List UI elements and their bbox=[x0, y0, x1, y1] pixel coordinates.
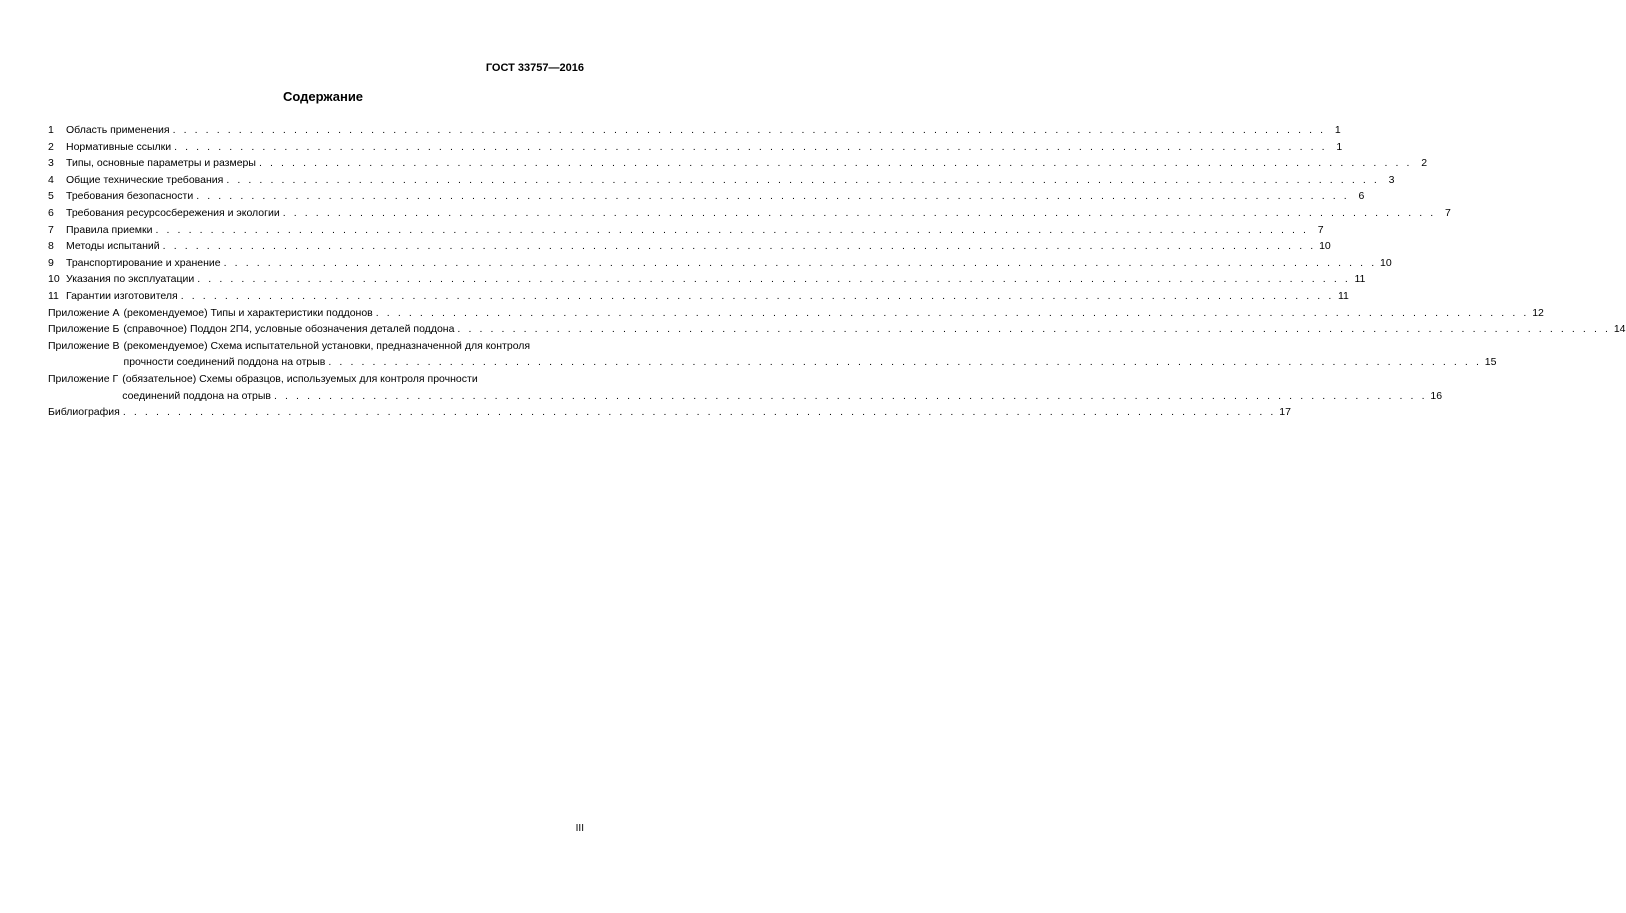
dot-leader: . . . . . . . . . . . . . . . . . . . . . . . . . . . . . . . . . . . . . . . . . . . . . . . . . . . . . . . . . . . . . . . . . . . . . . . . . . . . . . . . . . . . . . . . . . . . . . . . . . . . . . . . . bbox=[197, 273, 1351, 286]
toc-entry-title: Требования ресурсосбережения и экологии bbox=[66, 206, 280, 219]
toc-entry-number: 11 bbox=[48, 289, 59, 302]
toc-entry-page: 7 bbox=[1444, 206, 1451, 219]
toc-entry-page: 3 bbox=[1388, 173, 1395, 186]
appendix-title: (рекомендуемое) Типы и характеристики поддонов bbox=[123, 306, 373, 319]
toc-entry-page: 11 bbox=[1337, 289, 1349, 302]
dot-leader: . . . . . . . . . . . . . . . . . . . . . . . . . . . . . . . . . . . . . . . . . . . . . . . . . . . . . . . . . . . . . . . . . . . . . . . . . . . . . . . . . . . . . . . . . . . . . . . . . . . . . . . . . bbox=[172, 124, 1326, 136]
toc-entry-page: 16 bbox=[1430, 389, 1443, 402]
toc-entry-number: 7 bbox=[48, 223, 54, 236]
toc-entry-page: 2 bbox=[1421, 157, 1428, 170]
toc-entry-title: Нормативные ссылки bbox=[66, 140, 172, 153]
appendix-title: (рекомендуемое) Схема испытательной установки, предназначенной для контроля bbox=[123, 339, 531, 352]
toc-entry-title: Транспортирование и хранение bbox=[66, 256, 221, 269]
document-code: ГОСТ 33757—2016 bbox=[485, 62, 584, 74]
toc-entry-title: Требования безопасности bbox=[66, 190, 194, 203]
dot-leader: . . . . . . . . . . . . . . . . . . . . . . . . . . . . . . . . . . . . . . . . . . . . . . . . . . . . . . . . . . . . . . . . . . . . . . . . . . . . . . . . . . . . . . . . . . . . . . . . . . . . . . . . . bbox=[174, 140, 1328, 153]
appendix-title-continued: прочности соединений поддона на отрыв bbox=[123, 356, 326, 369]
toc-entry[interactable] bbox=[48, 172, 1395, 189]
toc-entry-title: Указания по эксплуатации bbox=[66, 273, 195, 286]
toc-appendix-entry[interactable] bbox=[48, 321, 1626, 338]
toc-appendix-entry[interactable] bbox=[48, 338, 1497, 371]
bibliography-title: Библиография bbox=[48, 406, 120, 419]
page-number: III bbox=[575, 823, 584, 834]
toc-entry[interactable] bbox=[48, 288, 1349, 305]
toc-appendix-entry[interactable] bbox=[48, 305, 1544, 322]
appendix-label: Приложение А bbox=[48, 306, 120, 319]
dot-leader: . . . . . . . . . . . . . . . . . . . . . . . . . . . . . . . . . . . . . . . . . . . . . . . . . . . . . . . . . . . . . . . . . . . . . . . . . . . . . . . . . . . . . . . . . . . . . . . . . . . . . . . . . bbox=[122, 406, 1276, 419]
toc-entry-page: 15 bbox=[1484, 356, 1497, 369]
toc-entry[interactable] bbox=[48, 255, 1392, 272]
toc-entry-number: 5 bbox=[48, 190, 54, 203]
toc-entry-title: Общие технические требования bbox=[66, 173, 224, 186]
toc-entry[interactable] bbox=[48, 222, 1324, 239]
toc-entry-number: 8 bbox=[48, 240, 54, 253]
toc-entry[interactable] bbox=[48, 122, 1341, 139]
toc-entry-title: Типы, основные параметры и размеры bbox=[66, 157, 256, 170]
dot-leader: . . . . . . . . . . . . . . . . . . . . . . . . . . . . . . . . . . . . . . . . . . . . . . . . . . . . . . . . . . . . . . . . . . . . . . . . . . . . . . . . . . . . . . . . . . . . . . . . . . . . . . . . . bbox=[155, 223, 1309, 236]
toc-entry-number: 6 bbox=[48, 206, 54, 219]
dot-leader: . . . . . . . . . . . . . . . . . . . . . . . . . . . . . . . . . . . . . . . . . . . . . . . . . . . . . . . . . . . . . . . . . . . . . . . . . . . . . . . . . . . . . . . . . . . . . . . . . . . . . . . . . bbox=[180, 289, 1334, 302]
toc-entry-number: 4 bbox=[48, 173, 54, 186]
toc-entry-number: 2 bbox=[48, 140, 54, 153]
dot-leader: . . . . . . . . . . . . . . . . . . . . . . . . . . . . . . . . . . . . . . . . . . . . . . . . . . . . . . . . . . . . . . . . . . . . . . . . . . . . . . . . . . . . . . . . . . . . . . . . . . . . . . . . . bbox=[457, 323, 1611, 336]
dot-leader: . . . . . . . . . . . . . . . . . . . . . . . . . . . . . . . . . . . . . . . . . . . . . . . . . . . . . . . . . . . . . . . . . . . . . . . . . . . . . . . . . . . . . . . . . . . . . . . . . . . . . . . . . bbox=[196, 190, 1350, 203]
toc-entry[interactable] bbox=[48, 155, 1428, 172]
toc-entry-page: 10 bbox=[1380, 256, 1392, 269]
toc-entry[interactable] bbox=[48, 188, 1365, 205]
dot-leader: . . . . . . . . . . . . . . . . . . . . . . . . . . . . . . . . . . . . . . . . . . . . . . . . . . . . . . . . . . . . . . . . . . . . . . . . . . . . . . . . . . . . . . . . . . . . . . . . . . . . . . . . . bbox=[226, 173, 1380, 186]
toc-entry-page: 14 bbox=[1613, 323, 1626, 336]
toc-entry-title: Гарантии изготовителя bbox=[66, 289, 178, 302]
toc-entry[interactable] bbox=[48, 271, 1366, 288]
toc-entry-title: Методы испытаний bbox=[66, 240, 160, 253]
toc-entry-number: 3 bbox=[48, 157, 54, 170]
appendix-label: Приложение Б bbox=[48, 323, 120, 336]
toc-bibliography-entry[interactable] bbox=[48, 404, 1291, 421]
toc-entry-page: 10 bbox=[1319, 240, 1331, 253]
appendix-title: (обязательное) Схемы образцов, используемых для контроля прочности bbox=[122, 372, 478, 385]
toc-entry[interactable] bbox=[48, 139, 1343, 156]
dot-leader: . . . . . . . . . . . . . . . . . . . . . . . . . . . . . . . . . . . . . . . . . . . . . . . . . . . . . . . . . . . . . . . . . . . . . . . . . . . . . . . . . . . . . . . . . . . . . . . . . . . . . . . . . bbox=[282, 206, 1436, 219]
toc-entry-page: 7 bbox=[1317, 223, 1324, 236]
appendix-label: Приложение Г bbox=[48, 372, 119, 385]
dot-leader: . . . . . . . . . . . . . . . . . . . . . . . . . . . . . . . . . . . . . . . . . . . . . . . . . . . . . . . . . . . . . . . . . . . . . . . . . . . . . . . . . . . . . . . . . . . . . . . . . . . . . . . . . bbox=[328, 356, 1482, 369]
toc-entry-title: Правила приемки bbox=[66, 223, 153, 236]
toc-entry-page: 1 bbox=[1336, 140, 1343, 153]
dot-leader: . . . . . . . . . . . . . . . . . . . . . . . . . . . . . . . . . . . . . . . . . . . . . . . . . . . . . . . . . . . . . . . . . . . . . . . . . . . . . . . . . . . . . . . . . . . . . . . . . . . . . . . . . bbox=[223, 256, 1377, 269]
toc-entry[interactable] bbox=[48, 205, 1451, 222]
toc-entry-page: 17 bbox=[1279, 406, 1291, 419]
toc-entry-page: 6 bbox=[1358, 190, 1365, 203]
toc-appendix-entry[interactable] bbox=[48, 371, 1443, 404]
dot-leader: . . . . . . . . . . . . . . . . . . . . . . . . . . . . . . . . . . . . . . . . . . . . . . . . . . . . . . . . . . . . . . . . . . . . . . . . . . . . . . . . . . . . . . . . . . . . . . . . . . . . . . . . . bbox=[273, 389, 1428, 402]
toc-entry-number: 1 bbox=[48, 124, 54, 136]
toc-entry-page: 1 bbox=[1334, 124, 1341, 136]
toc-entry-title: Область применения bbox=[66, 124, 170, 136]
toc-entry[interactable] bbox=[48, 238, 1331, 255]
toc-entry-number: 9 bbox=[48, 256, 54, 269]
dot-leader: . . . . . . . . . . . . . . . . . . . . . . . . . . . . . . . . . . . . . . . . . . . . . . . . . . . . . . . . . . . . . . . . . . . . . . . . . . . . . . . . . . . . . . . . . . . . . . . . . . . . . . . . . bbox=[258, 157, 1413, 170]
appendix-title-continued: соединений поддона на отрыв bbox=[122, 389, 271, 402]
dot-leader: . . . . . . . . . . . . . . . . . . . . . . . . . . . . . . . . . . . . . . . . . . . . . . . . . . . . . . . . . . . . . . . . . . . . . . . . . . . . . . . . . . . . . . . . . . . . . . . . . . . . . . . . . bbox=[162, 240, 1316, 253]
toc-entry-page: 12 bbox=[1532, 306, 1544, 319]
appendix-label: Приложение В bbox=[48, 339, 120, 352]
toc-entry-page: 11 bbox=[1354, 273, 1366, 286]
table-of-contents bbox=[48, 122, 1626, 421]
dot-leader: . . . . . . . . . . . . . . . . . . . . . . . . . . . . . . . . . . . . . . . . . . . . . . . . . . . . . . . . . . . . . . . . . . . . . . . . . . . . . . . . . . . . . . . . . . . . . . . . . . . . . . . . . bbox=[375, 306, 1529, 319]
toc-entry-number: 10 bbox=[48, 273, 60, 286]
appendix-title: (справочное) Поддон 2П4, условные обозначения деталей поддона bbox=[123, 323, 455, 336]
page-title: Содержание bbox=[282, 89, 364, 104]
